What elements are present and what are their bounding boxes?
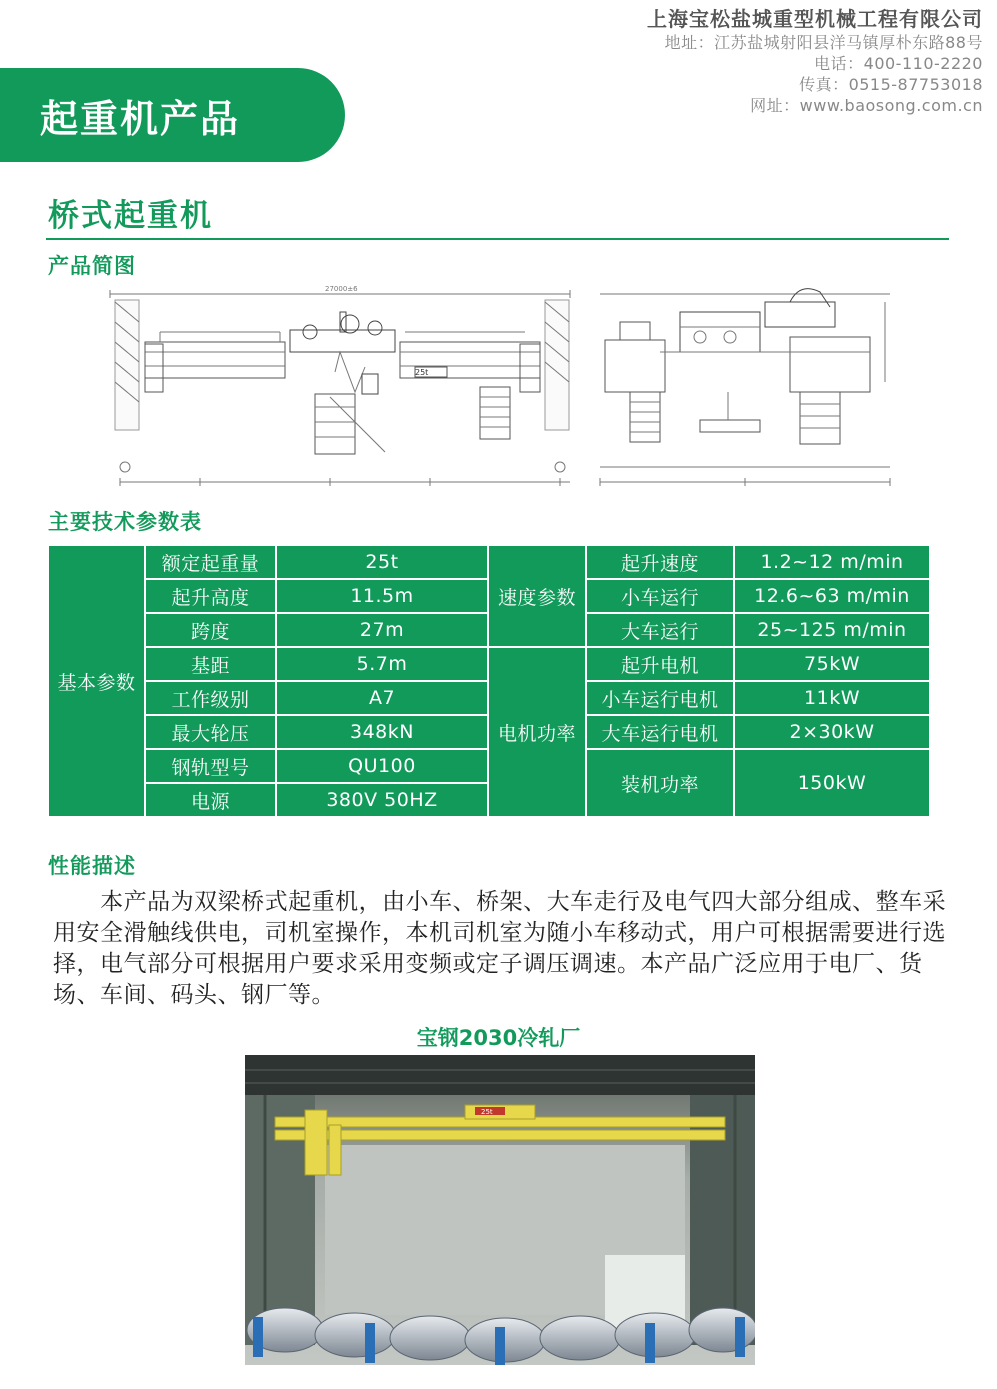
- basic-value: 5.7m: [276, 647, 488, 681]
- basic-value: A7: [276, 681, 488, 715]
- motor-value: 75kW: [734, 647, 930, 681]
- photo-capacity-sign: 25t: [481, 1108, 493, 1116]
- basic-label: 最大轮压: [145, 715, 276, 749]
- speed-value: 25~125 m/min: [734, 613, 930, 647]
- section-specs-heading: 主要技术参数表: [48, 510, 202, 534]
- table-row: [48, 647, 930, 681]
- basic-label: 工作级别: [145, 681, 276, 715]
- company-name: 上海宝松盐城重型机械工程有限公司: [647, 7, 983, 31]
- basic-value: QU100: [276, 749, 488, 783]
- motor-label: 小车运行电机: [586, 681, 734, 715]
- basic-label: 额定起重量: [145, 545, 276, 579]
- speed-label: 起升速度: [586, 545, 734, 579]
- company-address: 地址：江苏盐城射阳县洋马镇厚朴东路88号: [664, 33, 983, 52]
- capacity-tag-label: 25t: [415, 368, 429, 377]
- spec-table: [47, 544, 931, 818]
- speed-label: 小车运行: [586, 579, 734, 613]
- front-elevation-view: [110, 285, 570, 486]
- motor-label: 装机功率: [586, 749, 734, 817]
- crane-technical-drawing: [100, 282, 895, 504]
- motor-value: 11kW: [734, 681, 930, 715]
- motor-value: 150kW: [734, 749, 930, 817]
- motor-label: 大车运行电机: [586, 715, 734, 749]
- speed-value: 12.6~63 m/min: [734, 579, 930, 613]
- group-basic: 基本参数: [48, 545, 145, 817]
- basic-label: 电源: [145, 783, 276, 817]
- crane-factory-photo: [245, 1055, 755, 1365]
- company-info: [647, 6, 983, 116]
- group-motor: 电机功率: [488, 647, 586, 817]
- basic-label: 跨度: [145, 613, 276, 647]
- company-fax: 传真：0515-87753018: [799, 75, 983, 94]
- basic-value: 11.5m: [276, 579, 488, 613]
- section-performance-heading: 性能描述: [48, 854, 136, 878]
- side-elevation-view: [600, 289, 890, 486]
- speed-value: 1.2~12 m/min: [734, 545, 930, 579]
- category-banner: [0, 68, 345, 162]
- section-diagram-heading: 产品简图: [48, 254, 136, 278]
- motor-value: 2×30kW: [734, 715, 930, 749]
- speed-label: 大车运行: [586, 613, 734, 647]
- span-dimension-label: 27000±6: [325, 285, 358, 293]
- basic-value: 380V 50HZ: [276, 783, 488, 817]
- basic-label: 起升高度: [145, 579, 276, 613]
- title-divider: [46, 238, 949, 240]
- basic-label: 基距: [145, 647, 276, 681]
- group-speed: 速度参数: [488, 545, 586, 647]
- banner-title: 起重机产品: [40, 97, 241, 141]
- basic-value: 27m: [276, 613, 488, 647]
- product-title: 桥式起重机: [48, 198, 213, 234]
- motor-label: 起升电机: [586, 647, 734, 681]
- performance-description: 本产品为双梁桥式起重机，由小车、桥架、大车走行及电气四大部分组成、整车采用安全滑触线供电，司机室操作，本机司机室为随小车移动式，用户可根据需要进行选择，电气部分可根据用户要求采用变频或定子调压调速。本产品广泛应用于电厂、货场、车间、码头、钢厂等。: [53, 889, 947, 1008]
- photo-caption: 宝钢2030冷轧厂: [416, 1026, 581, 1050]
- basic-value: 25t: [276, 545, 488, 579]
- table-row: [48, 545, 930, 579]
- basic-label: 钢轨型号: [145, 749, 276, 783]
- company-website: 网址：www.baosong.com.cn: [750, 96, 983, 115]
- basic-value: 348kN: [276, 715, 488, 749]
- company-phone: 电话：400-110-2220: [814, 54, 983, 73]
